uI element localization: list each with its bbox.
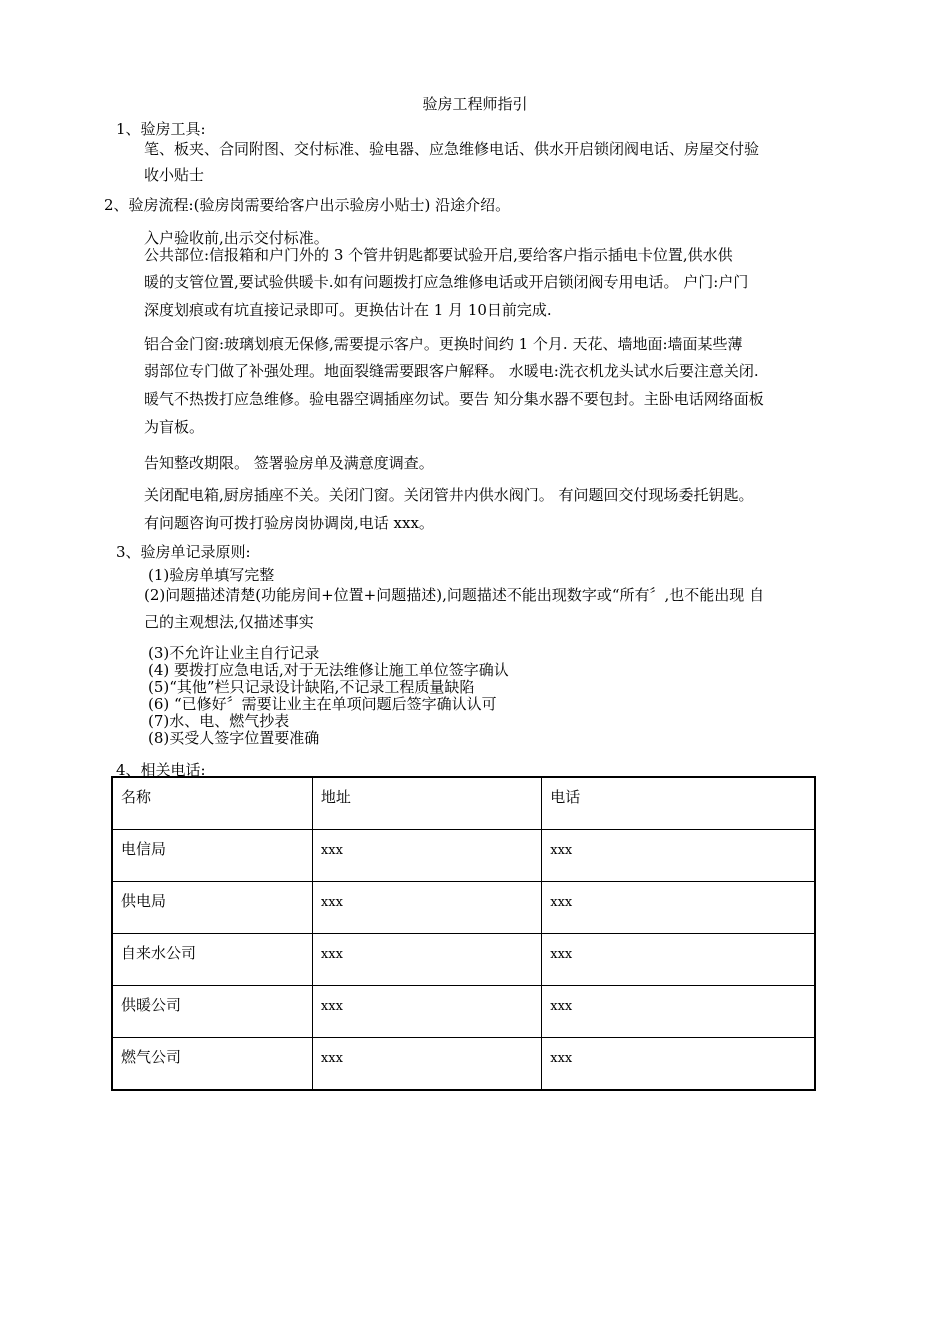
document-title: 验房工程师指引 xyxy=(422,95,528,113)
section4-heading: 4、相关电话: xyxy=(116,761,206,779)
section1-line2: 收小贴士 xyxy=(144,166,205,184)
table-row xyxy=(112,986,815,1038)
table-cell-address: xxx xyxy=(312,934,541,986)
section2-para-2-line1: 公共部位:信报箱和户门外的 3 个管井钥匙都要试验开启,要给客户指示插电卡位置,供水供 xyxy=(144,246,733,264)
table-cell-name: 供电局 xyxy=(112,882,312,934)
table-row xyxy=(112,934,815,986)
section2-para-3-line3: 暖气不热拨打应急维修。验电器空调插座勿试。要告 知分集水器不要包封。主卧电话网络面板 xyxy=(144,390,764,408)
table-cell-address: xxx xyxy=(312,986,541,1038)
section3-item-3: (3)不允许让业主自行记录 xyxy=(148,644,320,662)
section2-para-2-line2: 暖的支管位置,要试验供暖卡.如有问题拨打应急维修电话或开启锁闭阀专用电话。 户门:户门 xyxy=(144,273,749,291)
table-cell-phone: xxx xyxy=(542,882,815,934)
section2-para-3-line2: 弱部位专门做了补强处理。地面裂缝需要跟客户解释。 水暖电:洗衣机龙头试水后要注意关闭. xyxy=(144,362,759,380)
table-header-row xyxy=(112,777,815,830)
section2-para-2-line3: 深度划痕或有坑直接记录即可。更换估计在 1 月 10日前完成. xyxy=(144,301,552,319)
section3-item-1: (1)验房单填写完整 xyxy=(148,566,275,584)
column-header-name: 名称 xyxy=(112,777,312,830)
section3-item-2-line2: 己的主观想法,仅描述事实 xyxy=(144,613,314,631)
section2-para-4: 告知整改期限。 签署验房单及满意度调查。 xyxy=(144,454,434,472)
table-cell-name: 自来水公司 xyxy=(112,934,312,986)
contacts-table xyxy=(111,776,816,1091)
table-row xyxy=(112,882,815,934)
table-cell-name: 供暖公司 xyxy=(112,986,312,1038)
section3-item-2-line1: (2)问题描述清楚(功能房间+位置+问题描述),问题描述不能出现数字或“所有〞,也不能出现 自 xyxy=(144,586,765,604)
section2-para-3-line4: 为盲板。 xyxy=(144,418,205,436)
table-row xyxy=(112,830,815,882)
section2-para-3-line1: 铝合金门窗:玻璃划痕无保修,需要提示客户。更换时间约 1 个月. 天花、墙地面:墙面某些薄 xyxy=(144,335,743,353)
table-cell-phone: xxx xyxy=(542,830,815,882)
table-cell-phone: xxx xyxy=(542,986,815,1038)
section2-heading: 2、验房流程:(验房岗需要给客户出示验房小贴士) 沿途介绍。 xyxy=(104,196,511,214)
section2-para-5-line1: 关闭配电箱,厨房插座不关。关闭门窗。关闭管井内供水阀门。 有问题回交付现场委托钥匙。 xyxy=(144,486,754,504)
table-cell-address: xxx xyxy=(312,1038,541,1091)
table-cell-phone: xxx xyxy=(542,934,815,986)
column-header-address: 地址 xyxy=(312,777,541,830)
table-cell-phone: xxx xyxy=(542,1038,815,1091)
section3-item-8: (8)买受人签字位置要准确 xyxy=(148,729,320,747)
column-header-phone: 电话 xyxy=(542,777,815,830)
table-row xyxy=(112,1038,815,1091)
table-cell-name: 电信局 xyxy=(112,830,312,882)
section1-line1: 笔、板夹、合同附图、交付标准、验电器、应急维修电话、供水开启锁闭阀电话、房屋交付验 xyxy=(144,140,760,158)
table-cell-name: 燃气公司 xyxy=(112,1038,312,1091)
section1-heading: 1、验房工具: xyxy=(116,120,206,138)
section2-para-5-line2: 有问题咨询可拨打验房岗协调岗,电话 xxx。 xyxy=(144,514,434,532)
section3-item-6: (6) “已修好〞需要让业主在单项问题后签字确认认可 xyxy=(148,695,497,713)
section3-item-5: (5)“其他”栏只记录设计缺陷,不记录工程质量缺陷 xyxy=(148,678,475,696)
section3-item-7: (7)水、电、燃气抄表 xyxy=(148,712,290,730)
section2-para-1: 入户验收前,出示交付标准。 xyxy=(144,229,329,247)
table-cell-address: xxx xyxy=(312,830,541,882)
table-cell-address: xxx xyxy=(312,882,541,934)
section3-item-4: (4) 要拨打应急电话,对于无法维修让施工单位签字确认 xyxy=(148,661,509,679)
section3-heading: 3、验房单记录原则: xyxy=(116,543,251,561)
